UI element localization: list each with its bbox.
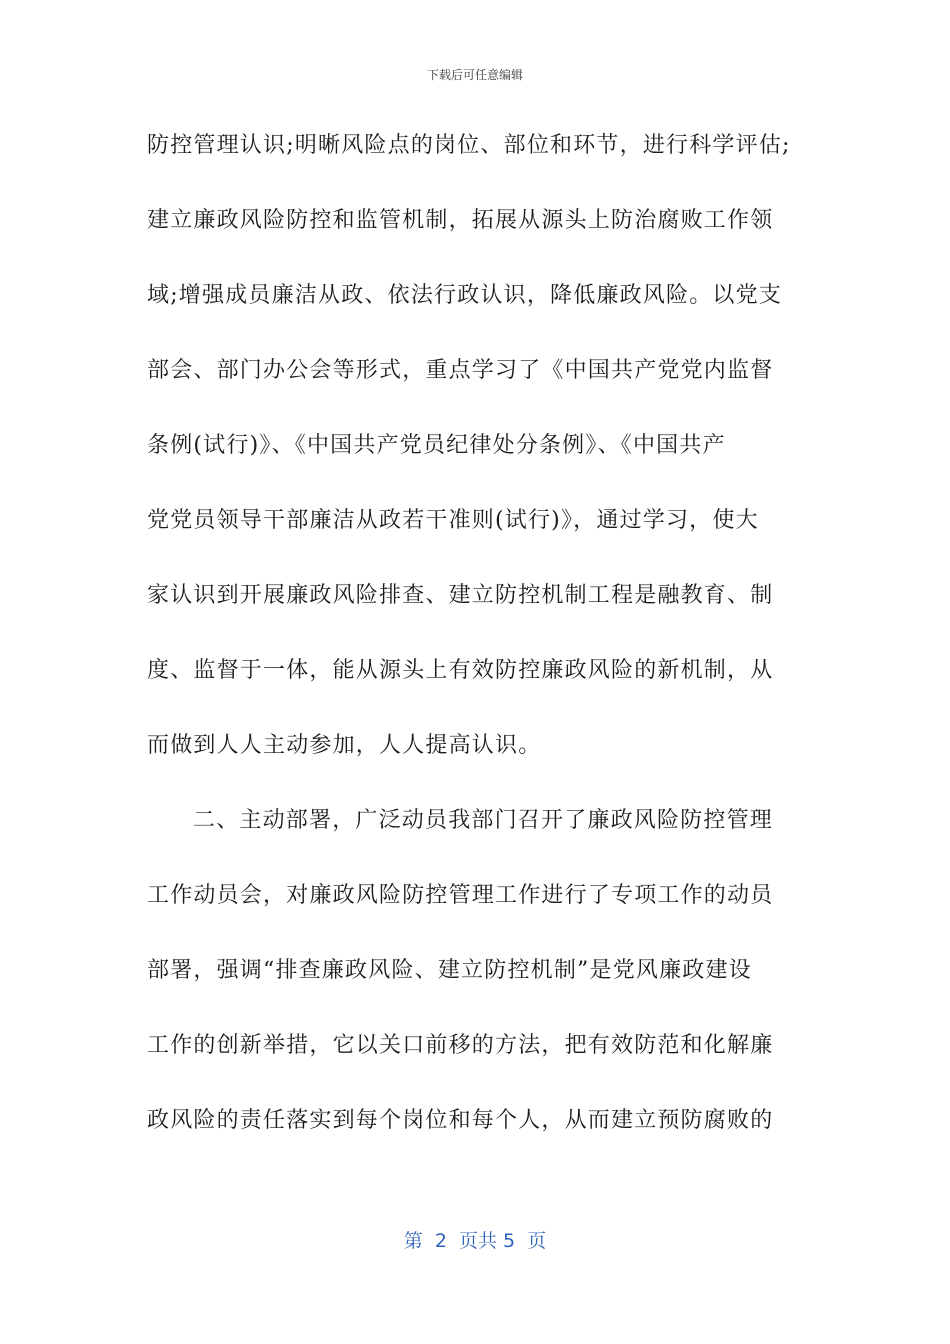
text-line: 部会、部门办公会等形式，重点学习了《中国共产党党内监督 <box>147 358 774 383</box>
text-line: 域;增强成员廉洁从政、依法行政认识，降低廉政风险。以党支 <box>147 283 783 308</box>
text-line: 建立廉政风险防控和监管机制，拓展从源头上防治腐败工作领 <box>147 208 774 233</box>
document-body <box>147 126 807 1176</box>
text-line: 部署，强调“排查廉政风险、建立防控机制”是党风廉政建设 <box>147 958 752 983</box>
text-line: 政风险的责任落实到每个岗位和每个人，从而建立预防腐败的 <box>147 1108 774 1133</box>
text-line: 度、监督于一体，能从源头上有效防控廉政风险的新机制，从 <box>147 658 774 683</box>
text-line: 条例(试行)》、《中国共产党员纪律处分条例》、《中国共产 <box>147 433 726 458</box>
text-line: 党党员领导干部廉洁从政若干准则(试行)》，通过学习，使大 <box>147 508 759 533</box>
text-line: 而做到人人主动参加，人人提高认识。 <box>147 733 542 758</box>
text-line: 防控管理认识;明晰风险点的岗位、部位和环节，进行科学评估; <box>147 133 791 158</box>
text-line: 工作的创新举措，它以关口前移的方法，把有效防范和化解廉 <box>147 1033 774 1058</box>
header-note: 下载后可任意编辑 <box>426 68 523 82</box>
paragraph-start-line: 二、主动部署，广泛动员我部门召开了廉政风险防控管理 <box>193 808 774 833</box>
text-line: 家认识到开展廉政风险排查、建立防控机制工程是融教育、制 <box>147 583 774 608</box>
text-line: 工作动员会，对廉政风险防控管理工作进行了专项工作的动员 <box>147 883 774 908</box>
page-number: 第 2 页共 5 页 <box>403 1230 547 1252</box>
